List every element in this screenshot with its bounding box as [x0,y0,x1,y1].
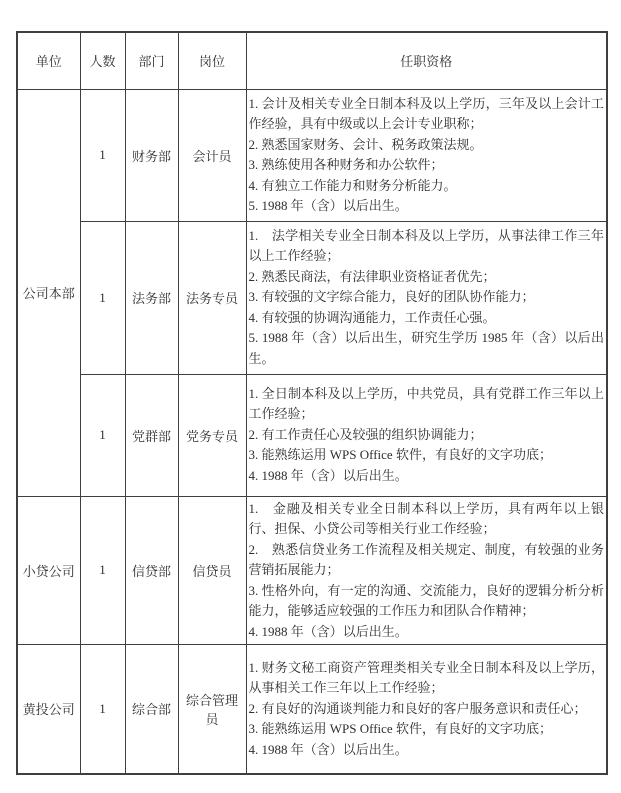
qualification-line: 3. 有较强的文字综合能力，良好的团队协作能力； [248,289,535,305]
dept-cell: 财务部 [125,89,178,221]
header-count: 人数 [80,32,125,89]
header-unit: 单位 [17,32,80,89]
dept-cell: 党群部 [125,374,178,496]
count-cell: 1 [80,645,125,774]
qualification-line: 2. 有良好的沟通谈判能力和良好的客户服务意识和责任心； [248,700,587,716]
qualification-line: 3. 性格外向，有一定的沟通、交流能力，良好的逻辑分析分析能力，能够适应较强的工作压力和团队合作精神； [248,582,604,618]
table-row [17,89,607,221]
dept-cell: 信贷部 [125,496,178,645]
qualification-line: 4. 有较强的协调沟通能力，工作责任心强。 [248,309,496,325]
table-row [17,374,607,496]
qualification-line: 3. 能熟练运用 WPS Office 软件，有良好的文字功底； [248,721,552,736]
table-row [17,645,607,774]
position-cell: 综合管理员 [178,645,246,774]
qualification-line: 2. 熟悉国家财务、会计、税务政策法规。 [248,136,483,152]
qualification-line: 1. 全日制本科及以上学历，中共党员，具有党群工作三年以上工作经验； [248,385,604,422]
qualifications-cell [246,496,607,645]
qualification-line: 5. 1988 年（含）以后出生。 [248,198,408,213]
qualification-line: 1. 财务文秘工商资产管理类相关专业全日制本科及以上学历，从事相关工作三年以上工作经验； [248,659,604,695]
position-cell: 法务专员 [178,221,246,374]
qualification-line: 2. 熟悉民商法，有法律职业资格证者优先； [248,268,496,284]
recruitment-table [16,31,608,775]
qualification-line: 4. 1988 年（含）以后出生。 [248,467,408,483]
qualifications-cell [246,89,607,221]
qualification-line: 1. 金融及相关专业全日制本科以上学历，具有两年以上银行、担保、小贷公司等相关行业工作经验； [248,500,604,536]
count-cell: 1 [80,221,125,374]
qualification-line: 2. 有工作责任心及较强的组织协调能力； [248,426,483,442]
header-department: 部门 [125,32,178,89]
unit-cell: 黄投公司 [17,645,80,774]
qualification-line: 4. 1988 年（含）以后出生。 [248,623,408,639]
qualification-line: 3. 能熟练运用 WPS Office 软件，有良好的文字功底； [248,447,552,463]
table-row [17,496,607,645]
count-cell: 1 [80,374,125,496]
dept-cell: 综合部 [125,645,178,774]
header-qualifications: 任职资格 [246,32,607,89]
position-cell: 信贷员 [178,496,246,645]
qualifications-cell [246,221,607,374]
qualification-line: 4. 1988 年（含）以后出生。 [248,741,408,757]
header-position: 岗位 [178,32,246,89]
header-row [17,32,607,89]
count-cell: 1 [80,496,125,645]
qualification-line: 2. 熟悉信贷业务工作流程及相关规定、制度，有较强的业务营销拓展能力； [248,541,604,577]
unit-cell: 小贷公司 [17,496,80,645]
count-cell: 1 [80,89,125,221]
qualifications-cell [246,645,607,774]
qualification-line: 3. 熟练使用各种财务和办公软件； [248,157,444,172]
qualification-line: 1. 法学相关专业全日制本科及以上学历，从事法律工作三年以上工作经验； [248,227,604,264]
unit-cell: 公司本部 [17,89,80,496]
dept-cell: 法务部 [125,221,178,374]
position-cell: 会计员 [178,89,246,221]
qualification-line: 5. 1988 年（含）以后出生，研究生学历 1985 年（含）以后出生。 [248,330,604,366]
qualification-line: 1. 会计及相关专业全日制本科及以上学历，三年及以上会计工作经验，具有中级或以上会计专业职称； [248,95,604,131]
qualifications-cell [246,374,607,496]
position-cell: 党务专员 [178,374,246,496]
table-row [17,221,607,374]
qualification-line: 4. 有独立工作能力和财务分析能力。 [248,177,457,193]
